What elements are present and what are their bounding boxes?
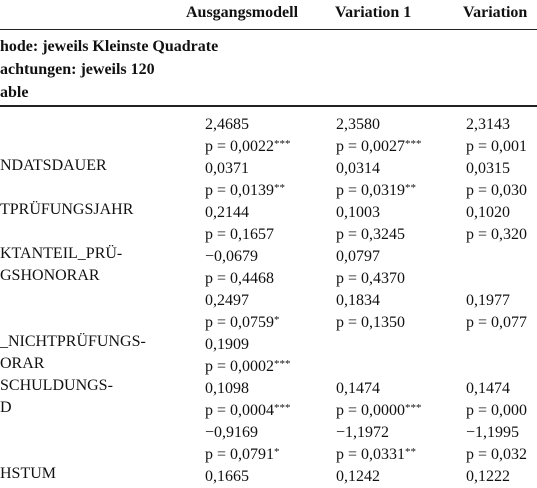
- row-label: NDATSDAUER: [0, 157, 107, 174]
- significance-stars: **: [405, 182, 417, 194]
- cell-value: p = 0,1350: [336, 314, 406, 331]
- cell-value: 0,1977: [466, 292, 510, 309]
- row-label: D: [0, 399, 12, 416]
- table-row: [0, 309, 537, 331]
- cell-value: p = 0,0002: [205, 358, 275, 375]
- cell-value: 0,0797: [336, 248, 380, 265]
- cell-value: p = 0,000: [466, 402, 528, 419]
- cell-value: −1,1995: [466, 424, 520, 441]
- method-line: able: [0, 84, 29, 101]
- row-label: ORAR: [0, 355, 45, 372]
- cell-value: −1,1972: [336, 424, 390, 441]
- value-cell: [336, 463, 380, 488]
- cell-value: p = 0,0331: [336, 446, 406, 463]
- significance-stars: ***: [274, 402, 291, 414]
- cell-value: 2,3143: [466, 116, 510, 133]
- cell-value: p = 0,001: [466, 138, 528, 155]
- cell-value: p = 0,4370: [336, 270, 406, 287]
- table-row: [0, 177, 537, 199]
- cell-value: p = 0,0000: [336, 402, 406, 419]
- significance-stars: **: [405, 446, 417, 458]
- table-row: [0, 199, 537, 221]
- table-row: [0, 375, 537, 397]
- significance-stars: *: [274, 446, 280, 458]
- significance-stars: *: [274, 314, 280, 326]
- cell-value: 0,1003: [336, 204, 380, 221]
- cell-value: 0,1909: [205, 336, 249, 353]
- cell-value: 0,2144: [205, 204, 249, 221]
- table-row: [0, 155, 537, 177]
- method-line: achtungen: jeweils 120: [0, 61, 155, 78]
- table-row: [0, 441, 537, 463]
- value-cell: [466, 463, 510, 488]
- cell-value: p = 0,1657: [205, 226, 275, 243]
- column-header-variation: Variation: [463, 4, 528, 21]
- cell-value: 0,0314: [336, 160, 380, 177]
- method-line: hode: jeweils Kleinste Quadrate: [0, 38, 219, 55]
- cell-value: p = 0,320: [466, 226, 528, 243]
- row-label: SCHULDUNGS-: [0, 377, 113, 394]
- table-row: [0, 133, 537, 155]
- table-row: [0, 353, 537, 375]
- cell-value: 0,2497: [205, 292, 249, 309]
- cell-value: −0,0679: [205, 248, 259, 265]
- row-label: TPRÜFUNGSJAHR: [0, 201, 134, 218]
- cell-value: 0,1242: [336, 468, 380, 485]
- cell-value: −0,9169: [205, 424, 259, 441]
- cell-value: p = 0,0319: [336, 182, 406, 199]
- cell-value: 0,0315: [466, 160, 510, 177]
- cell-value: p = 0,4468: [205, 270, 275, 287]
- cell-value: 0,1098: [205, 380, 249, 397]
- table-row: [0, 243, 537, 265]
- table-row: [0, 331, 537, 353]
- cell-value: 0,1474: [336, 380, 380, 397]
- table-row: [0, 397, 537, 419]
- estimation-method-note: [0, 35, 218, 104]
- column-header-ausgangsmodell: Ausgangsmodell: [186, 4, 299, 21]
- cell-value: p = 0,0004: [205, 402, 275, 419]
- table-row: [0, 221, 537, 243]
- header-rule: [0, 29, 537, 30]
- cell-value: 2,4685: [205, 116, 249, 133]
- significance-stars: ***: [405, 138, 422, 150]
- cell-value: p = 0,3245: [336, 226, 406, 243]
- cell-value: p = 0,0791: [205, 446, 275, 463]
- cell-value: p = 0,0139: [205, 182, 275, 199]
- significance-stars: ***: [405, 402, 422, 414]
- cell-value: p = 0,0027: [336, 138, 406, 155]
- significance-stars: **: [274, 182, 286, 194]
- cell-value: 0,0371: [205, 160, 249, 177]
- cell-value: 0,1222: [466, 468, 510, 485]
- table-row: [0, 419, 537, 441]
- value-cell: [205, 463, 249, 488]
- cell-value: p = 0,0022: [205, 138, 275, 155]
- cell-value: p = 0,030: [466, 182, 528, 199]
- cell-value: p = 0,032: [466, 446, 528, 463]
- table-row: [0, 111, 537, 133]
- cell-value: 0,1474: [466, 380, 510, 397]
- section-rule: [0, 105, 537, 107]
- table-row: [0, 265, 537, 287]
- cell-value: p = 0,077: [466, 314, 528, 331]
- cell-value: 0,1665: [205, 468, 249, 485]
- significance-stars: ***: [274, 358, 291, 370]
- cell-value: 2,3580: [336, 116, 380, 133]
- row-label: _NICHTPRÜFUNGS-: [0, 333, 146, 350]
- table-row: [0, 287, 537, 309]
- cell-value: 0,1020: [466, 204, 510, 221]
- column-header-variation-1: Variation 1: [335, 4, 412, 21]
- table-row: [0, 463, 537, 485]
- cell-value: p = 0,0759: [205, 314, 275, 331]
- row-label: GSHONORAR: [0, 267, 100, 284]
- cell-value: 0,1834: [336, 292, 380, 309]
- row-label: HSTUM: [0, 465, 57, 482]
- significance-stars: ***: [274, 138, 291, 150]
- row-label: KTANTEIL_PRÜ-: [0, 245, 123, 262]
